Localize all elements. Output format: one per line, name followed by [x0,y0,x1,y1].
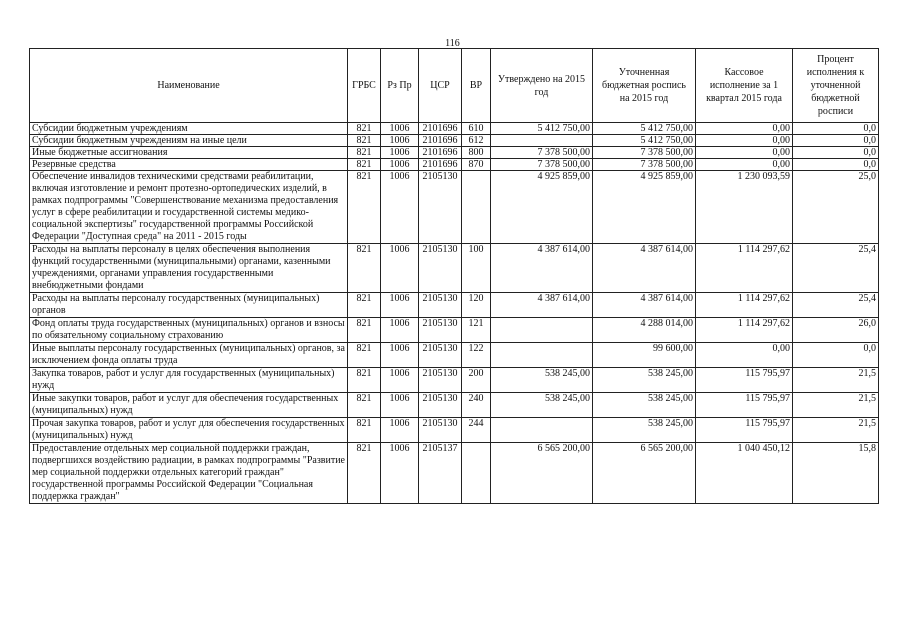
cell-refined: 7 378 500,00 [593,159,696,171]
cell-approved [491,318,593,343]
cell-grbs: 821 [348,147,381,159]
header-grbs: ГРБС [348,49,381,123]
cell-rzpr: 1006 [381,368,419,393]
cell-approved: 538 245,00 [491,393,593,418]
cell-percent: 0,0 [793,123,879,135]
cell-name: Расходы на выплаты персоналу в целях обеспечения выполнения функций государственными (муниципальными) органами, казенными учреждениями, органами управления государственными внебюджетными фондами [30,244,348,293]
header-csr: ЦСР [419,49,462,123]
cell-grbs: 821 [348,393,381,418]
cell-csr: 2105130 [419,171,462,244]
table-row [30,418,879,443]
cell-csr: 2105130 [419,244,462,293]
cell-name: Обеспечение инвалидов техническими средствами реабилитации, включая изготовление и ремонт протезно-ортопедических изделий, в рамках подпрограммы "Совершенствование механизма предоставления услуг в сфере реабилитации и государственной системы медико-социальной экспертизы" государственной программы Российской Федерации "Доступная среда" на 2011 - 2015 годы [30,171,348,244]
cell-percent: 0,0 [793,147,879,159]
cell-vr: 100 [462,244,491,293]
table-row [30,244,879,293]
cell-percent: 25,4 [793,293,879,318]
header-name: Наименование [30,49,348,123]
cell-csr: 2101696 [419,135,462,147]
cell-csr: 2105130 [419,368,462,393]
cell-cash: 1 114 297,62 [696,293,793,318]
cell-percent: 21,5 [793,368,879,393]
cell-rzpr: 1006 [381,123,419,135]
cell-name: Закупка товаров, работ и услуг для государственных (муниципальных) нужд [30,368,348,393]
cell-grbs: 821 [348,171,381,244]
cell-percent: 15,8 [793,443,879,504]
table-header-row [30,49,879,123]
cell-percent: 21,5 [793,393,879,418]
cell-percent: 25,4 [793,244,879,293]
cell-rzpr: 1006 [381,159,419,171]
table-row [30,368,879,393]
cell-vr: 610 [462,123,491,135]
cell-vr: 121 [462,318,491,343]
cell-cash: 115 795,97 [696,393,793,418]
cell-name: Иные выплаты персоналу государственных (муниципальных) органов, за исключением фонда оплаты труда [30,343,348,368]
cell-approved: 538 245,00 [491,368,593,393]
cell-grbs: 821 [348,343,381,368]
cell-cash: 1 040 450,12 [696,443,793,504]
cell-refined: 4 288 014,00 [593,318,696,343]
cell-vr [462,443,491,504]
cell-rzpr: 1006 [381,293,419,318]
cell-rzpr: 1006 [381,418,419,443]
header-cash: Кассовое исполнение за 1 квартал 2015 года [696,49,793,123]
cell-name: Расходы на выплаты персоналу государственных (муниципальных) органов [30,293,348,318]
cell-grbs: 821 [348,135,381,147]
header-refined: Уточненная бюджетная роспись на 2015 год [593,49,696,123]
cell-cash: 1 230 093,59 [696,171,793,244]
cell-csr: 2105130 [419,293,462,318]
cell-csr: 2101696 [419,159,462,171]
cell-cash: 0,00 [696,159,793,171]
cell-csr: 2105130 [419,343,462,368]
cell-approved: 7 378 500,00 [491,159,593,171]
cell-cash: 115 795,97 [696,418,793,443]
cell-refined: 5 412 750,00 [593,135,696,147]
cell-vr: 120 [462,293,491,318]
cell-grbs: 821 [348,418,381,443]
cell-percent: 0,0 [793,159,879,171]
table-row [30,135,879,147]
page-number: 116 [445,38,460,49]
cell-vr [462,171,491,244]
cell-cash: 115 795,97 [696,368,793,393]
table-row [30,393,879,418]
cell-percent: 0,0 [793,343,879,368]
cell-name: Иные бюджетные ассигнования [30,147,348,159]
cell-name: Субсидии бюджетным учреждениям [30,123,348,135]
cell-vr: 612 [462,135,491,147]
cell-refined: 4 925 859,00 [593,171,696,244]
cell-rzpr: 1006 [381,393,419,418]
cell-csr: 2105130 [419,393,462,418]
cell-vr: 200 [462,368,491,393]
cell-approved [491,343,593,368]
cell-rzpr: 1006 [381,244,419,293]
cell-grbs: 821 [348,293,381,318]
cell-approved: 4 387 614,00 [491,293,593,318]
cell-cash: 0,00 [696,135,793,147]
cell-cash: 1 114 297,62 [696,244,793,293]
cell-cash: 0,00 [696,343,793,368]
cell-grbs: 821 [348,368,381,393]
cell-refined: 4 387 614,00 [593,293,696,318]
cell-cash: 1 114 297,62 [696,318,793,343]
cell-vr: 870 [462,159,491,171]
table-row [30,318,879,343]
cell-csr: 2105130 [419,318,462,343]
cell-approved: 6 565 200,00 [491,443,593,504]
cell-percent: 25,0 [793,171,879,244]
cell-grbs: 821 [348,123,381,135]
cell-refined: 7 378 500,00 [593,147,696,159]
cell-grbs: 821 [348,443,381,504]
cell-vr: 240 [462,393,491,418]
cell-cash: 0,00 [696,147,793,159]
cell-refined: 6 565 200,00 [593,443,696,504]
cell-name: Иные закупки товаров, работ и услуг для обеспечения государственных (муниципальных) нужд [30,393,348,418]
cell-name: Прочая закупка товаров, работ и услуг для обеспечения государственных (муниципальных) нужд [30,418,348,443]
header-vr: ВР [462,49,491,123]
table-row [30,123,879,135]
cell-refined: 538 245,00 [593,393,696,418]
cell-name: Резервные средства [30,159,348,171]
table-row [30,159,879,171]
cell-refined: 538 245,00 [593,368,696,393]
cell-grbs: 821 [348,244,381,293]
table-row [30,147,879,159]
cell-approved: 7 378 500,00 [491,147,593,159]
cell-name: Субсидии бюджетным учреждениям на иные цели [30,135,348,147]
header-percent: Процент исполнения к уточненной бюджетной росписи [793,49,879,123]
cell-vr: 800 [462,147,491,159]
cell-vr: 244 [462,418,491,443]
cell-percent: 21,5 [793,418,879,443]
budget-table [29,48,879,504]
table-row [30,443,879,504]
cell-percent: 0,0 [793,135,879,147]
cell-name: Предоставление отдельных мер социальной поддержки граждан, подвергшихся воздействию радиации, в рамках подпрограммы "Развитие мер социальной поддержки отдельных категорий граждан" государственной программы Российской Федерации "Социальная поддержка граждан" [30,443,348,504]
cell-percent: 26,0 [793,318,879,343]
cell-rzpr: 1006 [381,147,419,159]
header-rzpr: Рз Пр [381,49,419,123]
cell-rzpr: 1006 [381,135,419,147]
cell-refined: 4 387 614,00 [593,244,696,293]
cell-rzpr: 1006 [381,343,419,368]
cell-csr: 2101696 [419,147,462,159]
cell-cash: 0,00 [696,123,793,135]
table-row [30,171,879,244]
cell-grbs: 821 [348,159,381,171]
cell-approved: 4 925 859,00 [491,171,593,244]
cell-name: Фонд оплаты труда государственных (муниципальных) органов и взносы по обязательному социальному страхованию [30,318,348,343]
table-row [30,343,879,368]
cell-grbs: 821 [348,318,381,343]
cell-refined: 5 412 750,00 [593,123,696,135]
cell-approved: 4 387 614,00 [491,244,593,293]
cell-rzpr: 1006 [381,443,419,504]
cell-csr: 2105130 [419,418,462,443]
cell-approved: 5 412 750,00 [491,123,593,135]
cell-vr: 122 [462,343,491,368]
cell-csr: 2101696 [419,123,462,135]
cell-rzpr: 1006 [381,318,419,343]
table-body [30,123,879,504]
cell-refined: 99 600,00 [593,343,696,368]
cell-refined: 538 245,00 [593,418,696,443]
table-row [30,293,879,318]
cell-csr: 2105137 [419,443,462,504]
cell-approved [491,418,593,443]
header-approved: Утверждено на 2015 год [491,49,593,123]
cell-approved [491,135,593,147]
cell-rzpr: 1006 [381,171,419,244]
